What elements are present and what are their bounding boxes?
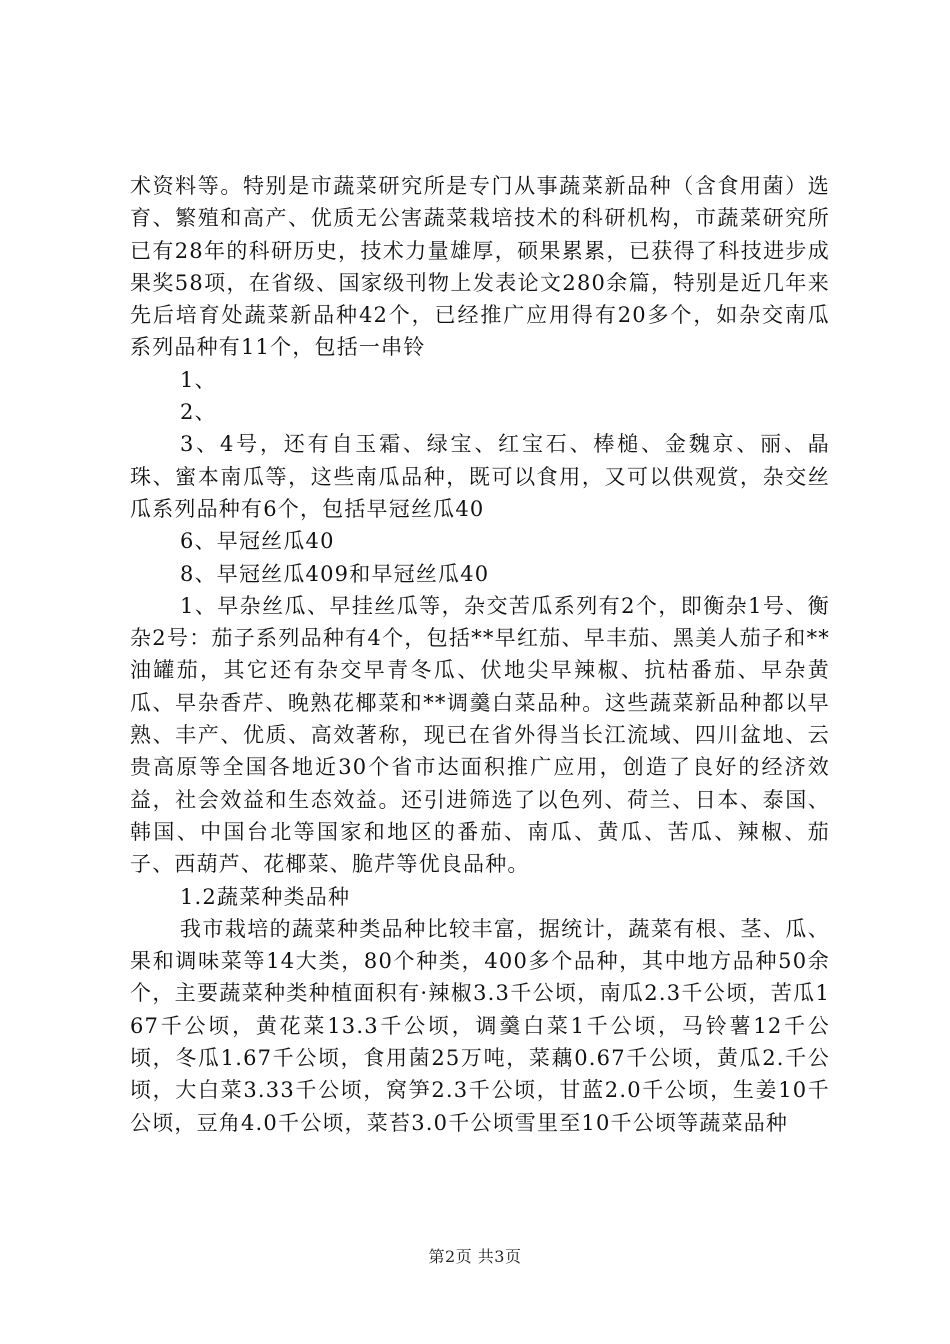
section-heading: 1.2蔬菜种类品种 (180, 884, 351, 909)
paragraph-6: 8、早冠丝瓜409和早冠丝瓜40 (180, 561, 490, 586)
page-number: 第2页 共3页 (428, 1247, 522, 1266)
document-body (130, 170, 830, 1139)
paragraph-3: 2、 (180, 400, 217, 425)
paragraph-1: 术资料等。特别是市蔬菜研究所是专门从事蔬菜新品种（含食用菌）选育、繁殖和高产、优质无公害蔬菜栽培技术的科研机构，市蔬菜研究所已有28年的科研历史，技术力量雄厚，硕果累累，已获得了科技进步成果奖58项，在省级、国家级刊物上发表论文280余篇，特别是近几年来先后培育处蔬菜新品种42个，已经推广应用得有20多个，如杂交南瓜系列品种有11个，包括一串铃 (130, 174, 830, 360)
paragraph-5: 6、早冠丝瓜40 (180, 529, 335, 554)
paragraph-9: 我市栽培的蔬菜种类品种比较丰富，据统计，蔬菜有根、茎、瓜、果和调味菜等14大类，80个种类，400多个品种，其中地方品种50余个，主要蔬菜种类种植面积有·辣椒3.3千公顷，南瓜2.3千公顷，苦瓜167千公顷，黄花菜13.3千公顷，调羹白菜1千公顷，马铃薯12千公顷，冬瓜1.67千公顷，食用菌25万吨，菜藕0.67千公顷，黄瓜2.千公顷，大白菜3.33千公顷，窝笋2.3千公顷，甘蓝2.0千公顷，生姜10千公顷，豆角4.0千公顷，菜苔3.0千公顷雪里至10千公顷等蔬菜品种 (130, 916, 830, 1135)
paragraph-4: 3、4号，还有自玉霜、绿宝、红宝石、棒槌、金魏京、丽、晶珠、蜜本南瓜等，这些南瓜品种，既可以食用，又可以供观赏，杂交丝瓜系列品种有6个，包括早冠丝瓜40 (130, 432, 830, 521)
paragraph-7: 1、早杂丝瓜、早挂丝瓜等，杂交苦瓜系列有2个，即衡杂1号、衡杂2号：茄子系列品种有4个，包括**早红茄、早丰茄、黑美人茄子和**油罐茄，其它还有杂交早青冬瓜、伏地尖早辣椒、抗枯番茄、早杂黄瓜、早杂香芹、晚熟花椰菜和**调羹白菜品种。这些蔬菜新品种都以早熟、丰产、优质、高效著称，现已在省外得当长江流域、四川盆地、云贵高原等全国各地近30个省市达面积推广应用，创造了良好的经济效益，社会效益和生态效益。还引进筛选了以色列、荷兰、日本、泰国、韩国、中国台北等国家和地区的番茄、南瓜、黄瓜、苦瓜、辣椒、茄子、西葫芦、花椰菜、脆芹等优良品种。 (130, 593, 830, 877)
paragraph-2: 1、 (180, 367, 217, 392)
